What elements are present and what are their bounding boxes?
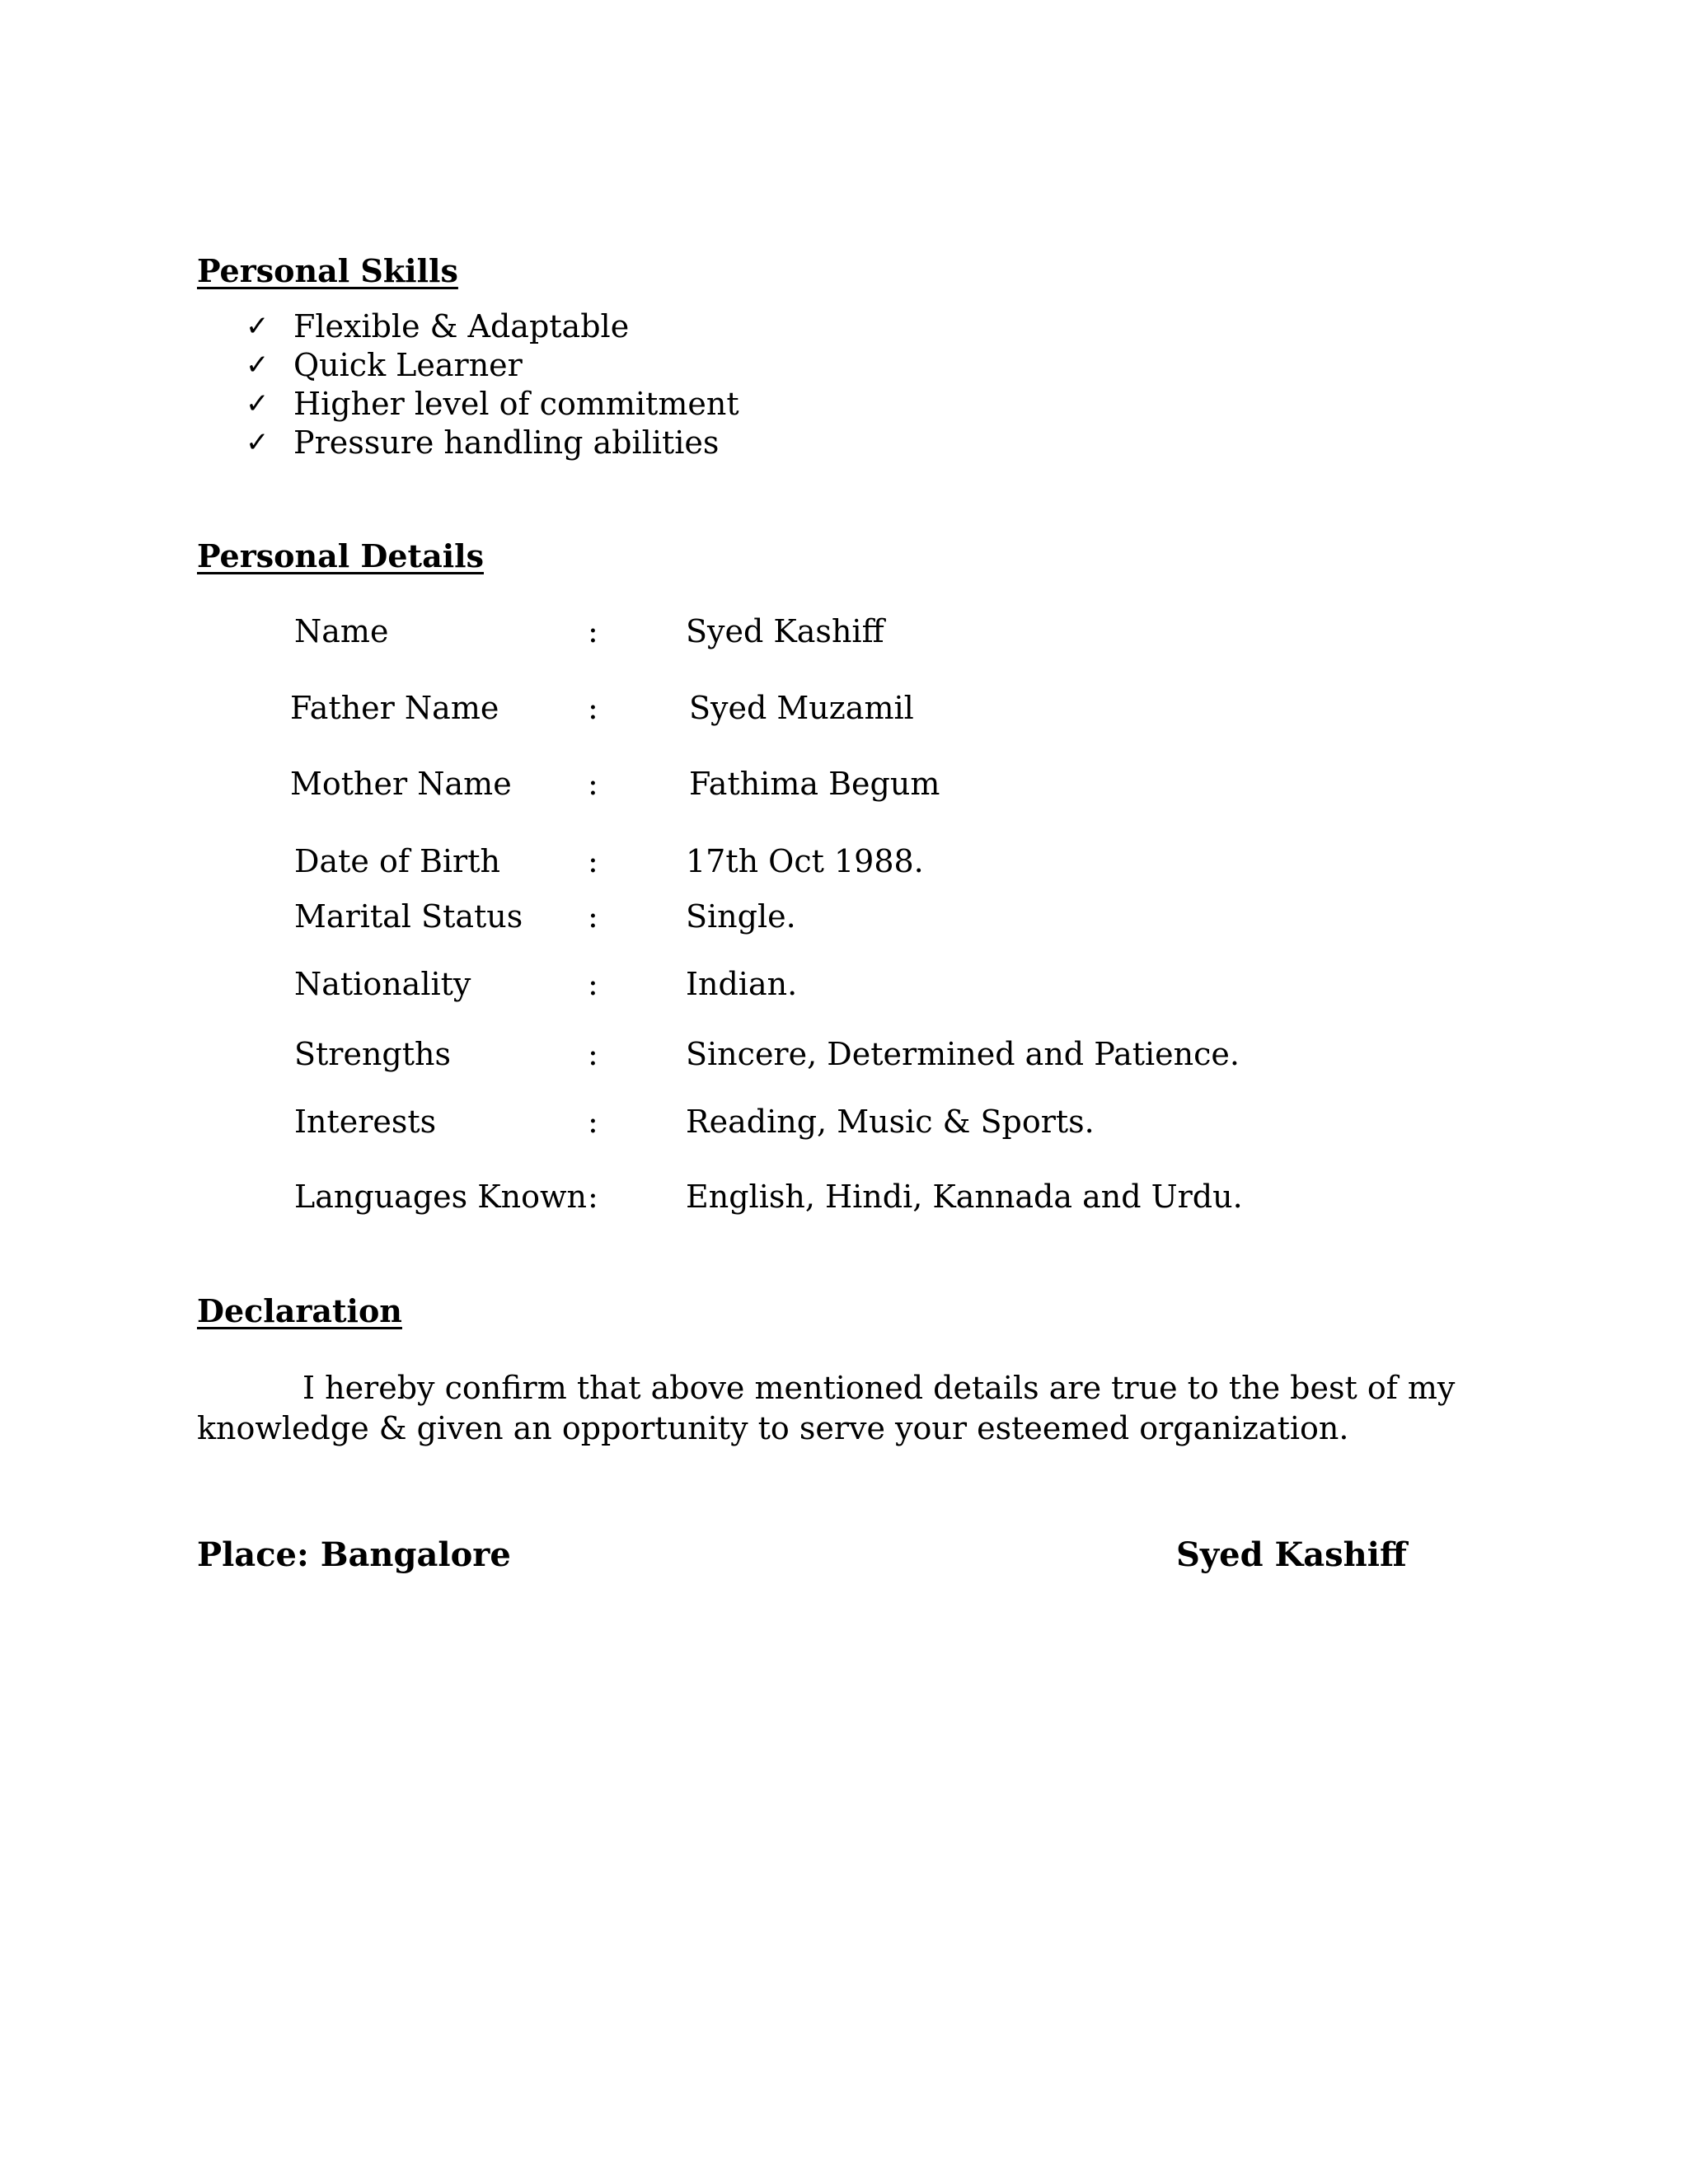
check-icon: ✓ (246, 309, 270, 343)
detail-label: Interests (294, 1104, 437, 1140)
detail-row-interests (0, 1104, 1688, 1145)
detail-row-strengths (0, 1036, 1688, 1077)
personal-skills-heading: Personal Skills (197, 252, 458, 289)
signature-name: Syed Kashiff (1176, 1535, 1407, 1574)
detail-label: Languages Known (294, 1179, 587, 1215)
list-item (246, 384, 739, 423)
detail-separator: : (588, 1104, 598, 1140)
check-icon: ✓ (246, 387, 270, 420)
detail-row-name (0, 613, 1688, 654)
personal-skills-list (246, 307, 739, 462)
skill-text: Flexible & Adaptable (293, 307, 630, 344)
detail-value: 17th Oct 1988. (686, 843, 924, 879)
detail-label: Date of Birth (294, 843, 500, 879)
detail-separator: : (588, 613, 598, 649)
detail-label: Nationality (294, 966, 471, 1002)
detail-row-mother-name (0, 766, 1688, 807)
detail-separator: : (588, 766, 598, 802)
detail-value: Fathima Begum (689, 766, 940, 802)
detail-row-marital-status (0, 898, 1688, 940)
detail-value: Syed Kashiff (686, 613, 884, 649)
check-icon: ✓ (246, 348, 270, 382)
detail-value: English, Hindi, Kannada and Urdu. (686, 1179, 1243, 1215)
list-item (246, 307, 739, 345)
detail-row-nationality (0, 966, 1688, 1007)
personal-details-heading: Personal Details (197, 537, 484, 574)
detail-value: Indian. (686, 966, 798, 1002)
declaration-text: I hereby confirm that above mentioned details are true to the best of my knowledge & given an opportunity to serve your esteemed organization. (197, 1370, 1456, 1446)
list-item (246, 423, 739, 462)
detail-value: Reading, Music & Sports. (686, 1104, 1095, 1140)
detail-label: Marital Status (294, 898, 523, 935)
detail-separator: : (588, 966, 598, 1002)
detail-row-date-of-birth (0, 843, 1688, 884)
check-icon: ✓ (246, 425, 270, 459)
detail-value: Sincere, Determined and Patience. (686, 1036, 1240, 1072)
skill-text: Higher level of commitment (293, 385, 739, 422)
place-text: Place: Bangalore (197, 1535, 511, 1574)
detail-separator: : (588, 1036, 598, 1072)
detail-label: Name (294, 613, 389, 649)
detail-separator: : (588, 690, 598, 726)
detail-separator: : (588, 898, 598, 935)
detail-row-languages-known (0, 1179, 1688, 1220)
detail-separator: : (588, 1179, 598, 1215)
detail-label: Mother Name (290, 766, 512, 802)
detail-label: Father Name (290, 690, 499, 726)
skill-text: Quick Learner (293, 346, 523, 383)
list-item (246, 345, 739, 384)
skill-text: Pressure handling abilities (293, 424, 720, 461)
detail-value: Syed Muzamil (689, 690, 914, 726)
detail-separator: : (588, 843, 598, 879)
detail-value: Single. (686, 898, 796, 935)
declaration-heading: Declaration (197, 1292, 402, 1329)
detail-label: Strengths (294, 1036, 451, 1072)
detail-row-father-name (0, 690, 1688, 731)
